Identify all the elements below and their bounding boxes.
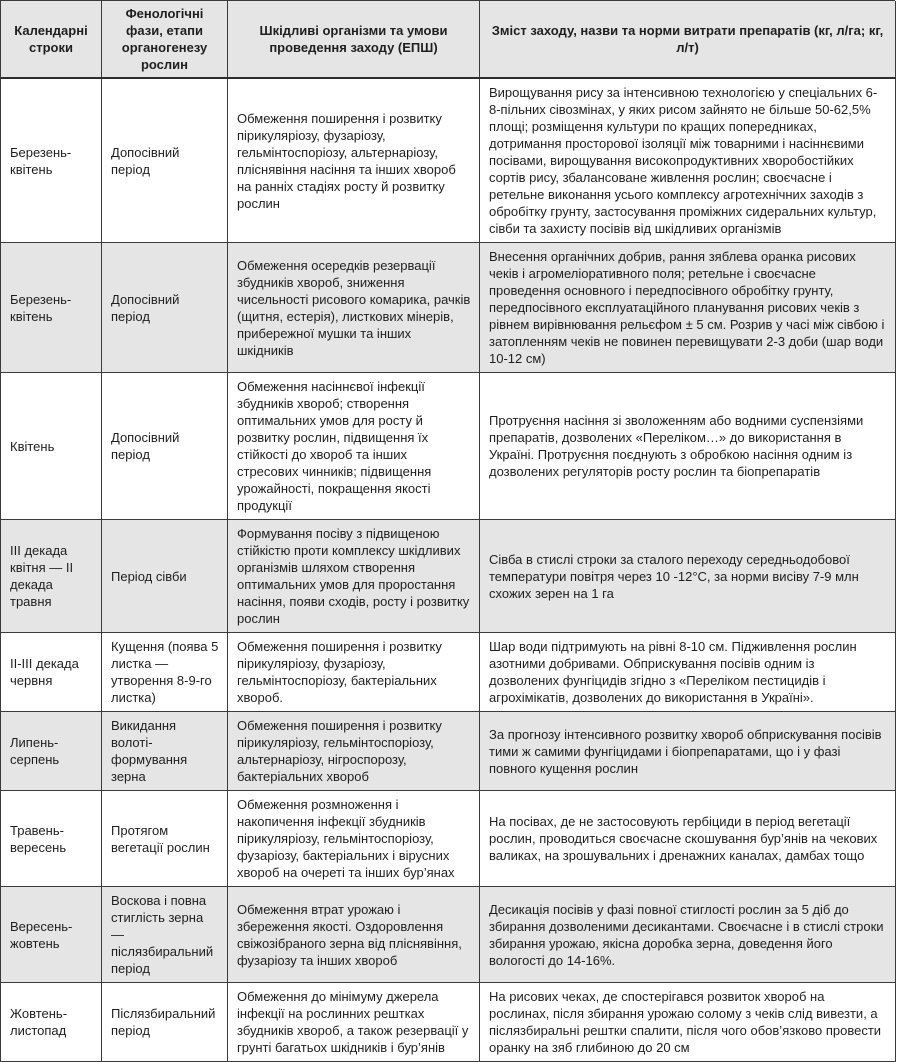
cell-text: Протягом вегетації рослин <box>111 822 210 855</box>
table-cell-measure <box>480 791 896 887</box>
header-label: Календарні строки <box>14 23 88 55</box>
table-row <box>1 373 895 520</box>
table-cell-measure <box>480 373 896 520</box>
cell-text: ІІ-ІІІ декада червня <box>10 656 79 688</box>
cell-text: Протруєння насіння зі зволоженням або водними суспензіями препаратів, дозволених «Переліком…» до використання в Україні. Протруєння поєднують з обробкою насіння одним із дозволених регуляторів росту рослин та біопрепаратів <box>489 413 864 479</box>
cell-text: Березень-квітень <box>10 144 72 177</box>
table-cell-organisms <box>228 520 480 633</box>
cell-text: Кущення (поява 5 листка — утворення 8-9-го листка) <box>111 639 219 705</box>
table-cell-organisms <box>228 373 480 520</box>
table-cell-phase <box>102 712 228 791</box>
table-cell-period <box>1 887 102 983</box>
table-cell-period <box>1 712 102 791</box>
cell-text: Вирощування рису за інтенсивною технологією у спеціальних 6-8-пільних сівозмінах, у яких рисом зайнято не більше 50-62,5% площі; розміщення культури по кращих попередниках, дотримання просторової ізоляції між товарними і насіннєвими посівами, вирощування високопродуктивних хворобостійких сортів рису, збалансоване живлення рослин; своєчасне і ретельне виконання усього комплексу агротехнічних заходів з обробітку грунту, застосування проміжних сидеральних культур, сівби та захисту посівів від шкідливих організмів <box>489 85 878 236</box>
table-cell-measure <box>480 712 896 791</box>
cell-text: Обмеження поширення і розвитку пірикуляріозу, гельмінтоспоріозу, альтернаріозу, нігроспорозу, бактеріальних хвороб <box>237 718 442 784</box>
header-cell-phenological-phases <box>102 1 228 79</box>
table-cell-period <box>1 79 102 243</box>
cell-text: За прогнозу інтенсивного розвитку хвороб обприскування посівів тими ж самими фунгіцидами і біопрепаратами, що і у фазі повного кущення рослин <box>489 726 882 776</box>
table-cell-period <box>1 243 102 373</box>
table-cell-phase <box>102 983 228 1062</box>
cell-text: Обмеження насіннєвої інфекції збудників хвороб; створення оптимальних умов для росту й розвитку рослин, підвищення їх стійкості до хвороб та інших стресових чинників; підвищення урожайності, покращення якості продукції <box>237 379 432 513</box>
table-cell-period <box>1 520 102 633</box>
table-cell-organisms <box>228 712 480 791</box>
cell-text: Березень-квітень <box>10 291 72 324</box>
cell-text: Липень-серпень <box>10 735 60 767</box>
header-cell-calendar-dates <box>1 1 102 79</box>
table-cell-organisms <box>228 243 480 373</box>
cell-text: ІІІ декада квітня — ІІ декада травня <box>10 543 74 609</box>
table-cell-measure <box>480 243 896 373</box>
table-row <box>1 243 895 373</box>
cell-text: На посівах, де не застосовують гербіциди в період вегетації рослин, проводиться своєчасне скошування бур’янів на чекових валиках, на зрошувальних і дренажних каналах, дамбах тощо <box>489 814 878 863</box>
cell-text: На рисових чеках, де спостерігався розвиток хвороб на рослинах, після збирання урожаю солому з чеків слід вивезти, а післязбиральні рештки спалити, після чого обов’язково провести оранку на зяб глибиною до 20 см <box>489 989 882 1055</box>
cell-text: Обмеження осередків резервації збудників хвороб, зниження чисельності рисового комарика, рачків (щитня, естерія), листкових мінерів, прибережної мушки та інших шкідників <box>237 257 471 358</box>
cell-text: Жовтень-листопад <box>10 1006 68 1038</box>
table-cell-phase <box>102 633 228 712</box>
table-cell-measure <box>480 887 896 983</box>
table-row <box>1 983 895 1062</box>
cell-text: Післязбиральний період <box>111 1006 216 1038</box>
table-cell-phase <box>102 243 228 373</box>
cell-text: Обмеження розмноження і накопичення інфекції збудників пірикуляріозу, гельмінтоспоріозу, фузаріозу, бактеріальних і вірусних хвороб на очереті та інших бур’янах <box>237 797 455 880</box>
table-cell-phase <box>102 373 228 520</box>
table-row <box>1 791 895 887</box>
cell-text: Шар води підтримують на рівні 8-10 см. Підживлення рослин азотними добривами. Обприскування посівів одним із дозволених фунгіцидів згідно з «Переліком пестицидів і агрохімікатів, дозволених до використання в Україні». <box>489 639 857 705</box>
cell-text: Період сівби <box>111 568 187 584</box>
cell-text: Допосівний період <box>111 144 180 177</box>
table-row <box>1 79 895 243</box>
table-cell-organisms <box>228 791 480 887</box>
cell-text: Обмеження поширення і розвитку пірикуляріозу, фузаріозу, гельмінтоспоріозу, альтернаріозу, пліснявіння насіння та інших хвороб на ранніх стадіях росту й розвитку рослин <box>237 110 456 211</box>
table-cell-measure <box>480 520 896 633</box>
cell-text: Формування посіву з підвищеною стійкістю проти комплексу шкідливих організмів шляхом створення оптимальних умов для проростання насіння, появи сходів, росту і розвитку рослин <box>237 526 470 626</box>
table-cell-phase <box>102 791 228 887</box>
cell-text: Сівба в стислі строки за сталого переходу середньодобової температури повітря через 10 -12°С, за норми висіву 7-9 млн схожих зерен на 1 га <box>489 551 859 601</box>
table-row <box>1 633 895 712</box>
table-cell-organisms <box>228 79 480 243</box>
table-cell-measure <box>480 79 896 243</box>
table-cell-period <box>1 983 102 1062</box>
table-cell-period <box>1 791 102 887</box>
table-row <box>1 520 895 633</box>
table-row <box>1 712 895 791</box>
table-row <box>1 887 895 983</box>
table-cell-measure <box>480 983 896 1062</box>
cell-text: Допосівний період <box>111 430 180 462</box>
cell-text: Викидання волоті-формування зерна <box>111 718 188 784</box>
table-cell-phase <box>102 520 228 633</box>
header-label: Зміст заходу, назви та норми витрати препаратів (кг, л/га; кг, л/т) <box>491 23 884 55</box>
header-label: Фенологічні фази, етапи органогенезу рослин <box>121 6 208 72</box>
header-label: Шкідливі організми та умови проведення заходу (ЕПШ) <box>259 23 448 55</box>
cell-text: Обмеження поширення і розвитку пірикуляріозу, фузаріозу, гельмінтоспоріозу, бактеріальних хвороб. <box>237 639 442 705</box>
header-cell-harmful-organisms <box>228 1 480 79</box>
cell-text: Воскова і повна стиглість зерна — післязбиральний період <box>111 893 214 976</box>
table-cell-phase <box>102 79 228 243</box>
cell-text: Обмеження втрат урожаю і збереження якості. Оздоровлення свіжозібраного зерна від пліснявіння, фузаріозу та інших хвороб <box>237 901 462 968</box>
header-cell-measure-content <box>480 1 896 79</box>
cell-text: Вересень-жовтень <box>10 918 73 951</box>
table-header-row <box>1 1 895 79</box>
cell-text: Обмеження до мінімуму джерела інфекції на рослинних рештках збудників хвороб, а також резервації у грунті багатьох шкідників і бур’янів <box>237 989 469 1055</box>
cell-text: Квітень <box>10 438 55 454</box>
cell-text: Травень-вересень <box>10 822 67 855</box>
table-cell-period <box>1 633 102 712</box>
cell-text: Десикація посівів у фазі повної стиглості рослин за 5 діб до збирання дозволеними десикантами. Своєчасне і в стислі строки збирання урожаю, якісна доробка зерна, доведення його вологості до 14-16%. <box>489 901 884 968</box>
table-cell-organisms <box>228 983 480 1062</box>
table-cell-phase <box>102 887 228 983</box>
cell-text: Внесення органічних добрив, рання зяблева оранка рисових чеків і агромеліоративного поля; ретельне і своєчасне проведення основного і передпосівного обробітку грунту, передпосівного експлуатаційного планування рисових чеків з рівнем вирівнювання рельєфом ± 5 см. Розрив у часі між сівбою і затопленням чеків не повинен перевищувати 2-3 доби (шар води 10-12 см) <box>489 249 885 366</box>
table-cell-period <box>1 373 102 520</box>
table-cell-organisms <box>228 887 480 983</box>
cell-text: Допосівний період <box>111 291 180 324</box>
table-cell-organisms <box>228 633 480 712</box>
table-cell-measure <box>480 633 896 712</box>
